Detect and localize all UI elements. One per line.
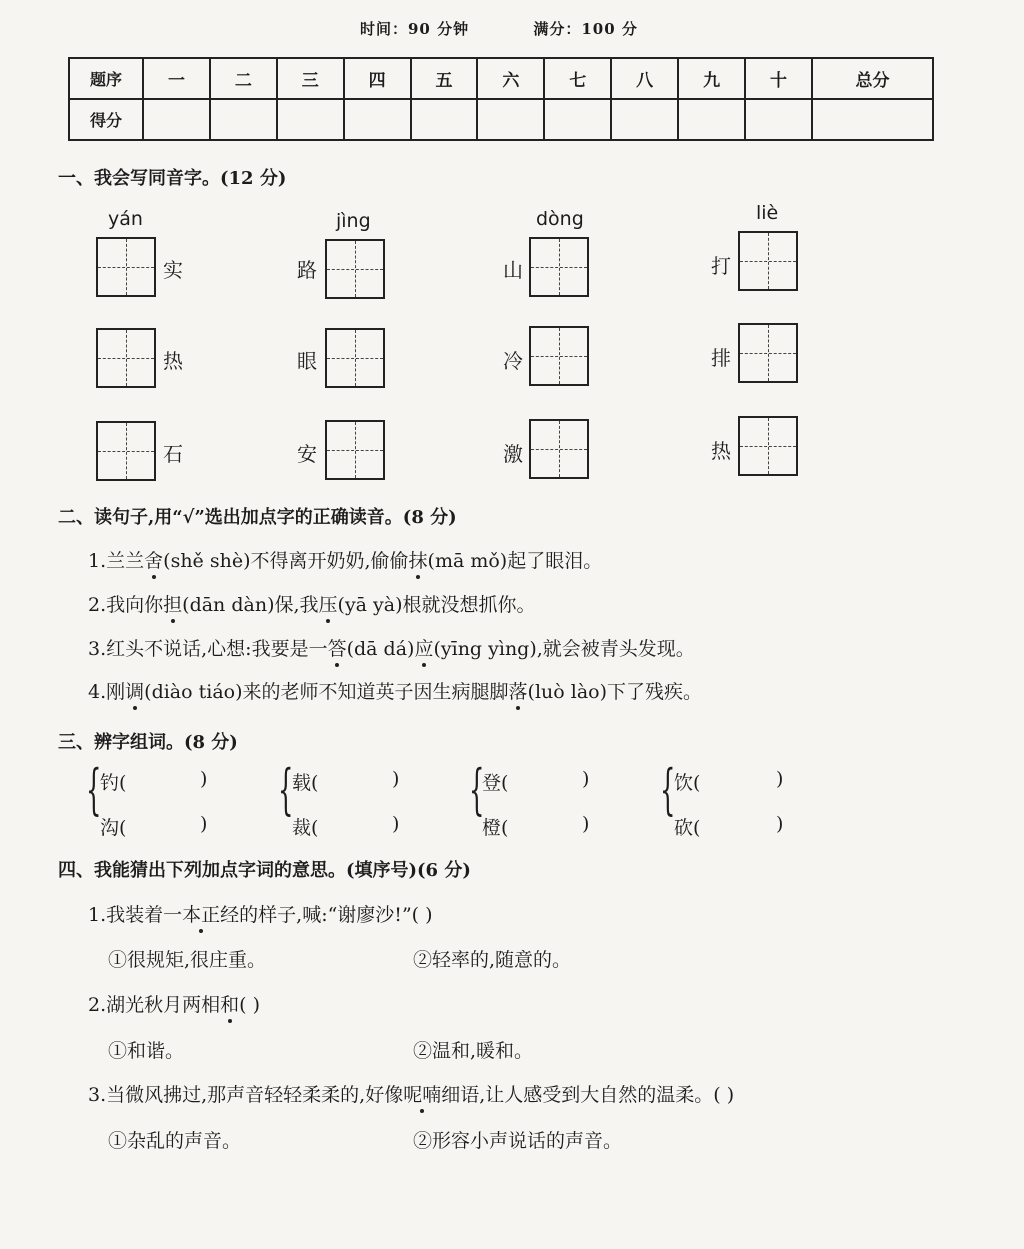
brace-glyph: { (660, 758, 676, 821)
full-score: 满分：100 分 (533, 20, 638, 38)
hint-char: 冷 (503, 349, 523, 373)
close-paren: ) (392, 813, 400, 835)
hint-char: 打 (711, 254, 731, 278)
writing-box[interactable] (96, 328, 156, 388)
time-limit: 时间：90 分钟 (360, 20, 470, 38)
close-paren: ) (200, 768, 208, 790)
word-pair-bottom: 裁( (292, 817, 319, 839)
close-paren: ) (582, 768, 590, 790)
pinyin-label: yán (108, 208, 143, 230)
question-item: 4.刚调(diào tiáo)来的老师不知道英子因生病腿脚落(luò lào)下了残疾。 (88, 681, 702, 703)
hint-char: 排 (711, 346, 731, 370)
dotted-char: 抹 (408, 550, 428, 572)
question-item: 3.红头不说话,心想:我要是一答(dā dá)应(yīng yìng),就会被青头发现。 (88, 638, 695, 660)
score-cell[interactable] (277, 99, 344, 140)
word-pair-top: 钓( (100, 772, 127, 794)
writing-box[interactable] (529, 419, 589, 479)
pinyin-label: jìng (336, 210, 371, 232)
writing-box[interactable] (96, 421, 156, 481)
hint-char: 石 (163, 442, 183, 466)
hint-char: 山 (503, 258, 523, 282)
brace-glyph: { (469, 758, 485, 821)
col-header: 六 (477, 58, 544, 99)
score-cell[interactable] (411, 99, 478, 140)
word-pair-bottom: 砍( (674, 817, 701, 839)
writing-box[interactable] (529, 237, 589, 297)
hint-char: 实 (163, 258, 183, 282)
word-pair-top: 载( (292, 772, 319, 794)
option-1: ①很规矩,很庄重。 (108, 949, 267, 971)
col-header: 三 (277, 58, 344, 99)
col-header: 二 (210, 58, 277, 99)
col-header: 五 (411, 58, 478, 99)
dotted-word: 呢喃 (403, 1084, 442, 1106)
hint-char: 路 (297, 258, 317, 282)
table-row (69, 99, 933, 140)
writing-box[interactable] (325, 328, 385, 388)
dotted-char: 落 (508, 681, 528, 703)
pinyin-label: dòng (536, 208, 584, 230)
question-item: 1.兰兰舍(shě shè)不得离开奶奶,偷偷抹(mā mǒ)起了眼泪。 (88, 550, 603, 572)
section-4-title: 四、我能猜出下列加点字词的意思。(填序号)(6 分) (58, 860, 471, 881)
hint-char: 安 (297, 442, 317, 466)
score-table (68, 57, 934, 141)
score-cell[interactable] (544, 99, 611, 140)
writing-box[interactable] (529, 326, 589, 386)
question-item: 2.湖光秋月两相和( ) (88, 994, 261, 1016)
close-paren: ) (582, 813, 590, 835)
dotted-word: 一本正经 (163, 904, 240, 926)
section-1-title: 一、我会写同音字。(12 分) (58, 168, 287, 189)
writing-box[interactable] (738, 323, 798, 383)
col-header: 总分 (812, 58, 933, 99)
row-label: 题序 (69, 58, 143, 99)
col-header: 七 (544, 58, 611, 99)
option-1: ①杂乱的声音。 (108, 1130, 242, 1152)
writing-box[interactable] (96, 237, 156, 297)
close-paren: ) (776, 768, 784, 790)
dotted-char: 调 (125, 681, 145, 703)
dotted-char: 和 (220, 994, 240, 1016)
score-cell[interactable] (745, 99, 812, 140)
col-header: 九 (678, 58, 745, 99)
col-header: 十 (745, 58, 812, 99)
writing-box[interactable] (325, 420, 385, 480)
dotted-char: 应 (414, 638, 434, 660)
hint-char: 眼 (297, 349, 317, 373)
option-2: ②形容小声说话的声音。 (413, 1130, 623, 1152)
section-2-title: 二、读句子,用“√”选出加点字的正确读音。(8 分) (58, 507, 457, 528)
col-header: 一 (143, 58, 210, 99)
col-header: 四 (344, 58, 411, 99)
writing-box[interactable] (738, 231, 798, 291)
dotted-char: 担 (163, 594, 183, 616)
score-cell[interactable] (678, 99, 745, 140)
hint-char: 热 (711, 439, 731, 463)
brace-glyph: { (278, 758, 294, 821)
pinyin-label: liè (756, 202, 779, 224)
dotted-char: 舍 (144, 550, 164, 572)
writing-box[interactable] (738, 416, 798, 476)
close-paren: ) (200, 813, 208, 835)
question-item: 3.当微风拂过,那声音轻轻柔柔的,好像呢喃细语,让人感受到大自然的温柔。( ) (88, 1084, 735, 1106)
dotted-char: 压 (318, 594, 338, 616)
exam-header (360, 18, 696, 39)
section-3-title: 三、辨字组词。(8 分) (58, 732, 238, 753)
option-2: ②轻率的,随意的。 (413, 949, 572, 971)
option-1: ①和谐。 (108, 1040, 185, 1062)
close-paren: ) (392, 768, 400, 790)
word-pair-top: 饮( (674, 772, 701, 794)
question-item: 1.我装着一本正经的样子,喊:“谢廖沙!”( ) (88, 904, 433, 926)
row-label: 得分 (69, 99, 143, 140)
word-pair-bottom: 沟( (100, 817, 127, 839)
dotted-char: 答 (327, 638, 347, 660)
score-cell[interactable] (344, 99, 411, 140)
score-cell[interactable] (611, 99, 678, 140)
table-row (69, 58, 933, 99)
score-cell[interactable] (143, 99, 210, 140)
score-cell[interactable] (210, 99, 277, 140)
word-pair-top: 登( (482, 772, 509, 794)
close-paren: ) (776, 813, 784, 835)
score-cell[interactable] (477, 99, 544, 140)
hint-char: 热 (163, 349, 183, 373)
option-2: ②温和,暖和。 (413, 1040, 534, 1062)
hint-char: 激 (503, 442, 523, 466)
question-item: 2.我向你担(dān dàn)保,我压(yā yà)根就没想抓你。 (88, 594, 536, 616)
score-cell[interactable] (812, 99, 933, 140)
col-header: 八 (611, 58, 678, 99)
brace-glyph: { (86, 758, 102, 821)
word-pair-bottom: 橙( (482, 817, 509, 839)
writing-box[interactable] (325, 239, 385, 299)
